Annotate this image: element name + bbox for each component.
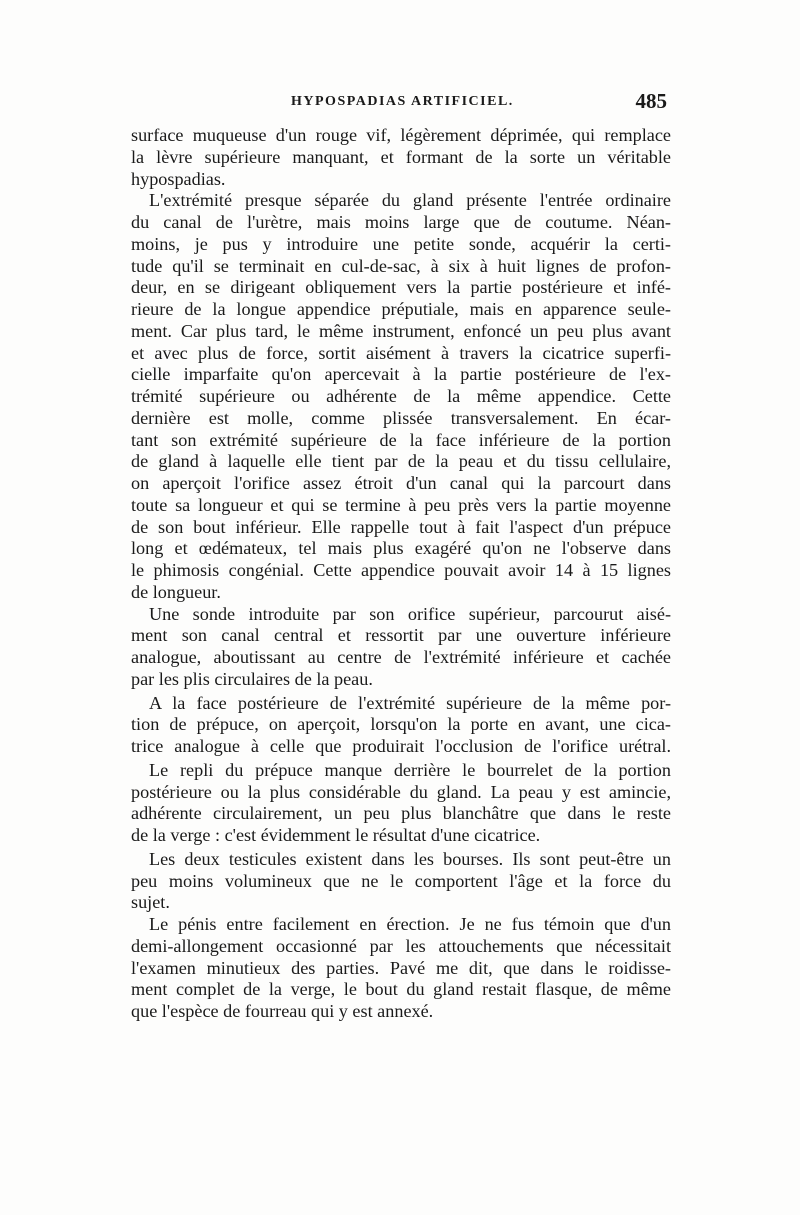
text-line: trice analogue à celle que produirait l'occlusion de l'orifice urétral. — [131, 736, 671, 756]
text-line: dernière est molle, comme plissée transversalement. En écar- — [131, 407, 671, 428]
text-line: de la verge : c'est évidemment le résultat d'une cicatrice. — [131, 825, 541, 845]
text-line: long et œdémateux, tel mais plus exagéré qu'on ne l'observe dans — [131, 538, 671, 559]
text-line: de longueur. — [131, 581, 221, 602]
text-line: Une sonde introduite par son orifice supérieur, parcourut aisé- — [149, 603, 671, 624]
text-line: deur, en se dirigeant obliquement vers la partie postérieure et infé- — [131, 277, 671, 298]
text-line: par les plis circulaires de la peau. — [131, 668, 373, 689]
text-line: ment complet de la verge, le bout du gland restait flasque, de même — [131, 979, 671, 1000]
text-line: la lèvre supérieure manquant, et formant de la sorte un véritable — [131, 146, 671, 167]
text-line: demi-allongement occasionné par les attouchements que nécessitait — [131, 935, 671, 956]
page-number: 485 — [635, 89, 667, 113]
page-header — [131, 89, 671, 116]
paragraph-5 — [131, 760, 671, 847]
text-line: de gland à laquelle elle tient par de la peau et du tissu cellulaire, — [131, 451, 671, 472]
text-line: L'extrémité presque séparée du gland présente l'entrée ordinaire — [149, 190, 671, 211]
text-line: sujet. — [131, 892, 170, 913]
text-line: toute sa longueur et qui se termine à peu près vers la partie moyenne — [131, 494, 671, 515]
text-line: du canal de l'urètre, mais moins large que de coutume. Néan- — [131, 212, 671, 232]
body-text — [131, 125, 671, 1023]
text-line: de son bout inférieur. Elle rappelle tout à fait l'aspect d'un prépuce — [131, 516, 671, 537]
text-line: ment son canal central et ressortit par une ouverture inférieure — [131, 625, 671, 646]
text-line: le phimosis congénial. Cette appendice pouvait avoir 14 à 15 lignes — [131, 560, 671, 580]
paragraph-3 — [131, 604, 671, 691]
text-line: rieure de la longue appendice préputiale, mais en apparence seule- — [131, 299, 671, 319]
text-line: l'examen minutieux des parties. Pavé me dit, que dans le roidisse- — [131, 957, 671, 978]
text-line: cielle imparfaite qu'on apercevait à la partie postérieure de l'ex- — [131, 364, 671, 385]
text-line: tant son extrémité supérieure de la face inférieure de la portion — [131, 429, 671, 450]
text-line: peu moins volumineux que ne le comportent l'âge et la force du — [131, 870, 671, 891]
text-line: moins, je pus y introduire une petite sonde, acquérir la certi- — [131, 233, 671, 254]
text-line: tude qu'il se terminait en cul-de-sac, à six à huit lignes de profon- — [131, 255, 671, 276]
text-line: hypospadias. — [131, 168, 226, 189]
text-line: Les deux testicules existent dans les bourses. Ils sont peut-être un — [149, 848, 671, 869]
text-line: Le pénis entre facilement en érection. Je ne fus témoin que d'un — [149, 914, 671, 934]
paragraph-7 — [131, 914, 671, 1023]
running-title: HYPOSPADIAS ARTIFICIEL. — [291, 94, 514, 109]
paragraph-1 — [131, 125, 671, 190]
text-line: ment. Car plus tard, le même instrument, enfoncé un peu plus avant — [131, 320, 671, 341]
text-line: Le repli du prépuce manque derrière le bourrelet de la portion — [149, 759, 671, 780]
paragraph-4 — [131, 693, 671, 758]
text-line: postérieure ou la plus considérable du gland. La peau y est amincie, — [131, 781, 671, 802]
text-line: A la face postérieure de l'extrémité supérieure de la même por- — [149, 692, 671, 713]
text-line: trémité supérieure ou adhérente de la même appendice. Cette — [131, 386, 671, 406]
text-line: surface muqueuse d'un rouge vif, légèrement déprimée, qui remplace — [131, 125, 671, 145]
text-line: que l'espèce de fourreau qui y est annexé. — [131, 1001, 434, 1021]
text-line: on aperçoit l'orifice assez étroit d'un canal qui la parcourt dans — [131, 473, 671, 493]
text-line: adhérente circulairement, un peu plus blanchâtre que dans le reste — [131, 803, 671, 824]
paragraph-2 — [131, 190, 671, 603]
text-line: tion de prépuce, on aperçoit, lorsqu'on la porte en avant, une cica- — [131, 714, 671, 735]
text-line: analogue, aboutissant au centre de l'extrémité inférieure et cachée — [131, 647, 671, 667]
text-line: et avec plus de force, sortit aisément à travers la cicatrice superfi- — [131, 342, 671, 363]
paragraph-6 — [131, 849, 671, 914]
